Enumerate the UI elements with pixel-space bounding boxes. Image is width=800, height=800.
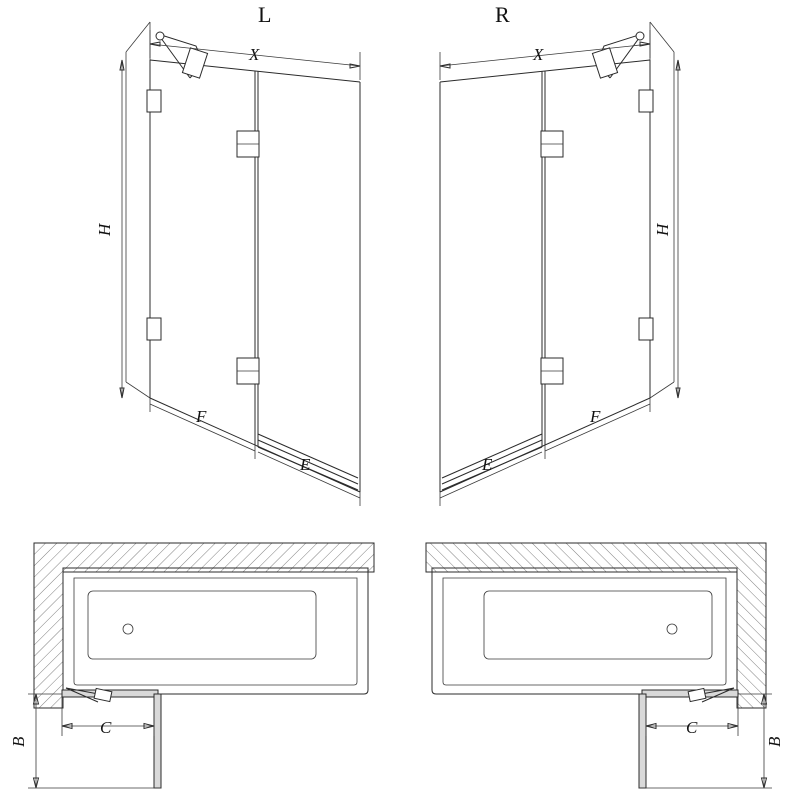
dim-label-c-left: C — [100, 718, 112, 737]
front-view-left — [95, 2, 360, 506]
dim-label-f-right: F — [590, 407, 601, 426]
dim-label-x-right: X — [533, 45, 544, 64]
dim-label-f-left: F — [196, 407, 207, 426]
dim-label-b-left: B — [9, 736, 28, 747]
dim-label-c-right: C — [686, 718, 698, 737]
dim-label-e-right: E — [482, 455, 493, 474]
front-view-right — [440, 2, 680, 506]
dim-label-h-right: H — [653, 223, 672, 236]
plan-view-right — [426, 543, 784, 788]
dim-label-e-left: E — [300, 455, 311, 474]
dim-label-h-left: H — [95, 223, 114, 236]
dim-label-x-left: X — [249, 45, 260, 64]
plan-view-left — [9, 543, 374, 788]
dim-label-b-right: B — [765, 736, 784, 747]
variant-label-left: L — [258, 2, 272, 27]
variant-label-right: R — [495, 2, 510, 27]
